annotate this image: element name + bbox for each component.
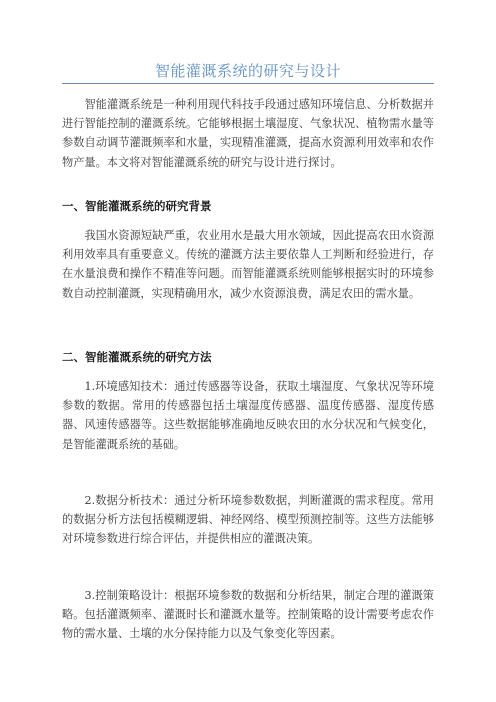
- intro-paragraph: 智能灌溉系统是一种利用现代科技手段通过感知环境信息、分析数据并进行智能控制的灌溉系统。它能够根据土壤湿度、气象状况、植物需水量等参数自动调节灌溉频率和水量，实现精准灌溉，提高水资源利用效率和农作物产量。本文将对智能灌溉系统的研究与设计进行探讨。: [62, 98, 434, 169]
- title-divider: [62, 83, 434, 84]
- background-paragraph: 我国水资源短缺严重，农业用水是最大用水领域，因此提高农田水资源利用效率具有重要意义。传统的灌溉方法主要依靠人工判断和经验进行，存在水量浪费和操作不精准等问题。而智能灌溉系统则能够根据实时的环境参数自动控制灌溉，实现精确用水，减少水资源浪费，满足农田的需水量。: [62, 229, 434, 300]
- methods-paragraph-3: 3.控制策略设计：根据环境参数的数据和分析结果，制定合理的灌溉策略。包括灌溉频率、灌溉时长和灌溉水量等。控制策略的设计需要考虑农作物的需水量、土壤的水分保持能力以及气象变化等因素。: [62, 589, 434, 641]
- methods-paragraph-1: 1.环境感知技术：通过传感器等设备，获取土壤湿度、气象状况等环境参数的数据。常用的传感器包括土壤湿度传感器、温度传感器、湿度传感器、风速传感器等。这些数据能够准确地反映农田的水分状况和气候变化，是智能灌溉系统的基础。: [62, 380, 434, 451]
- section-heading-background: 一、智能灌溉系统的研究背景: [62, 199, 212, 213]
- methods-paragraph-2: 2.数据分析技术：通过分析环境参数数据，判断灌溉的需求程度。常用的数据分析方法包括模糊逻辑、神经网络、模型预测控制等。这些方法能够对环境参数进行综合评估，并提供相应的灌溉决策。: [62, 494, 434, 546]
- section-heading-methods: 二、智能灌溉系统的研究方法: [62, 350, 212, 364]
- page-title: 智能灌溉系统的研究与设计: [154, 62, 341, 80]
